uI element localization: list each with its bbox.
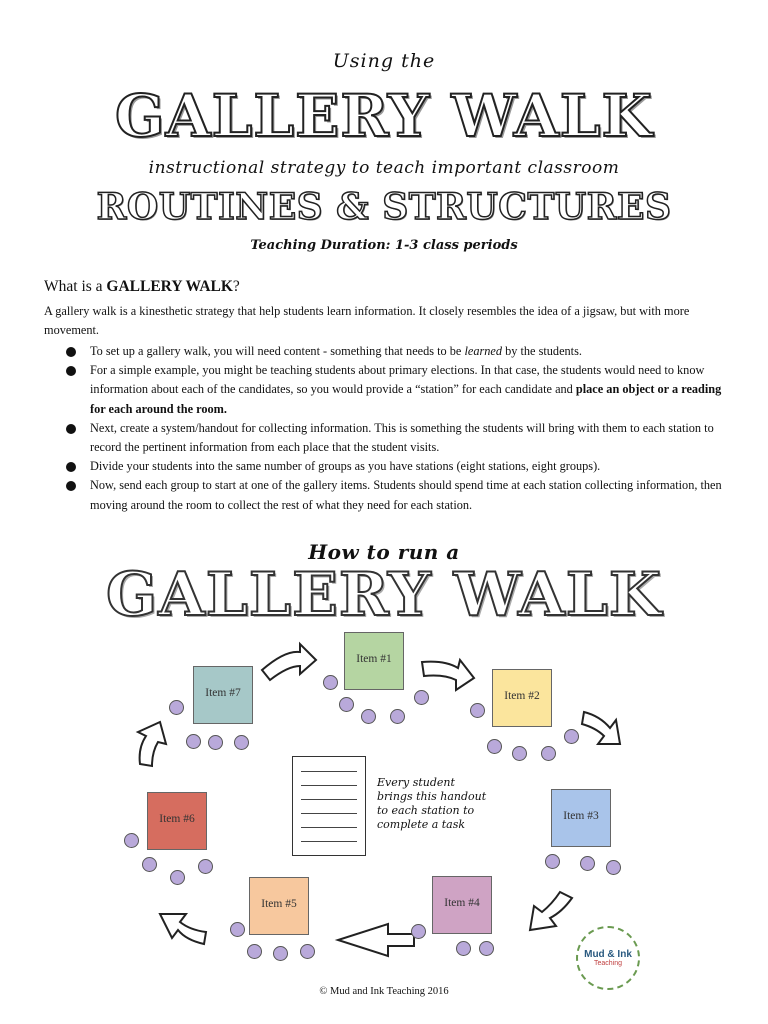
teaching-duration: Teaching Duration: 1-3 class periods (250, 238, 518, 253)
list-item: Divide your students into the same number of groups as you have stations (eight stations, eight groups). (66, 457, 730, 476)
subtitle: instructional strategy to teach important classroom (148, 158, 620, 178)
seat-icon (479, 941, 494, 956)
seat-icon (247, 944, 262, 959)
list-item: For a simple example, you might be teaching students about primary elections. In that case, the students would need to know information about each of the candidates, so you would provide a “station” for each candidate and place an object or a reading for each around the room. (66, 361, 730, 419)
seat-icon (411, 924, 426, 939)
seat-icon (323, 675, 338, 690)
seat-icon (456, 941, 471, 956)
seat-icon (169, 700, 184, 715)
brand-logo: Mud & Ink Teaching (576, 926, 640, 990)
seat-icon (580, 856, 595, 871)
seat-icon (541, 746, 556, 761)
arrow-icon (338, 924, 414, 956)
section-heading: What is a GALLERY WALK? (44, 278, 240, 295)
arrow-icon (582, 712, 620, 744)
diagram-subheading: How to run a (308, 540, 460, 564)
seat-icon (564, 729, 579, 744)
arrow-icon (530, 892, 572, 930)
arrow-icon (422, 660, 474, 690)
using-the-heading: Using the (332, 50, 436, 72)
seat-icon (606, 860, 621, 875)
diagram-title: GALLERY WALK (105, 560, 663, 630)
seat-icon (208, 735, 223, 750)
copyright-footer: © Mud and Ink Teaching 2016 (319, 986, 449, 997)
station-item-6: Item #6 (147, 792, 207, 850)
seat-icon (170, 870, 185, 885)
arrow-icon (262, 644, 316, 680)
intro-paragraph: A gallery walk is a kinesthetic strategy that help students learn information. It closely resembles the idea of a jigsaw, but with more movement. (44, 304, 690, 337)
seat-icon (142, 857, 157, 872)
list-item: Now, send each group to start at one of the gallery items. Students should spend time at each station collecting information, then moving around the room to collect the rest of what they need for each station. (66, 476, 730, 514)
arrow-icon (138, 722, 166, 766)
seat-icon (186, 734, 201, 749)
station-item-1: Item #1 (344, 632, 404, 690)
seat-icon (198, 859, 213, 874)
station-item-4: Item #4 (432, 876, 492, 934)
list-item: Next, create a system/handout for collecting information. This is something the students will bring with them to each station to record the pertinent information from each place that the student visits. (66, 419, 730, 457)
seat-icon (545, 854, 560, 869)
seat-icon (470, 703, 485, 718)
list-item: To set up a gallery walk, you will need content - something that needs to be learned by the students. (66, 342, 730, 361)
seat-icon (273, 946, 288, 961)
page-title-secondary: ROUTINES & STRUCTURES (96, 186, 672, 228)
station-item-2: Item #2 (492, 669, 552, 727)
seat-icon (124, 833, 139, 848)
station-item-3: Item #3 (551, 789, 611, 847)
seat-icon (339, 697, 354, 712)
page-title: GALLERY WALK (115, 82, 653, 150)
handout-note: Every student brings this handout to each station to complete a task (377, 776, 487, 831)
seat-icon (361, 709, 376, 724)
seat-icon (512, 746, 527, 761)
seat-icon (234, 735, 249, 750)
seat-icon (230, 922, 245, 937)
station-item-7: Item #7 (193, 666, 253, 724)
seat-icon (487, 739, 502, 754)
handout-icon (292, 756, 366, 856)
arrow-icon (160, 914, 206, 944)
seat-icon (414, 690, 429, 705)
seat-icon (390, 709, 405, 724)
seat-icon (300, 944, 315, 959)
station-item-5: Item #5 (249, 877, 309, 935)
